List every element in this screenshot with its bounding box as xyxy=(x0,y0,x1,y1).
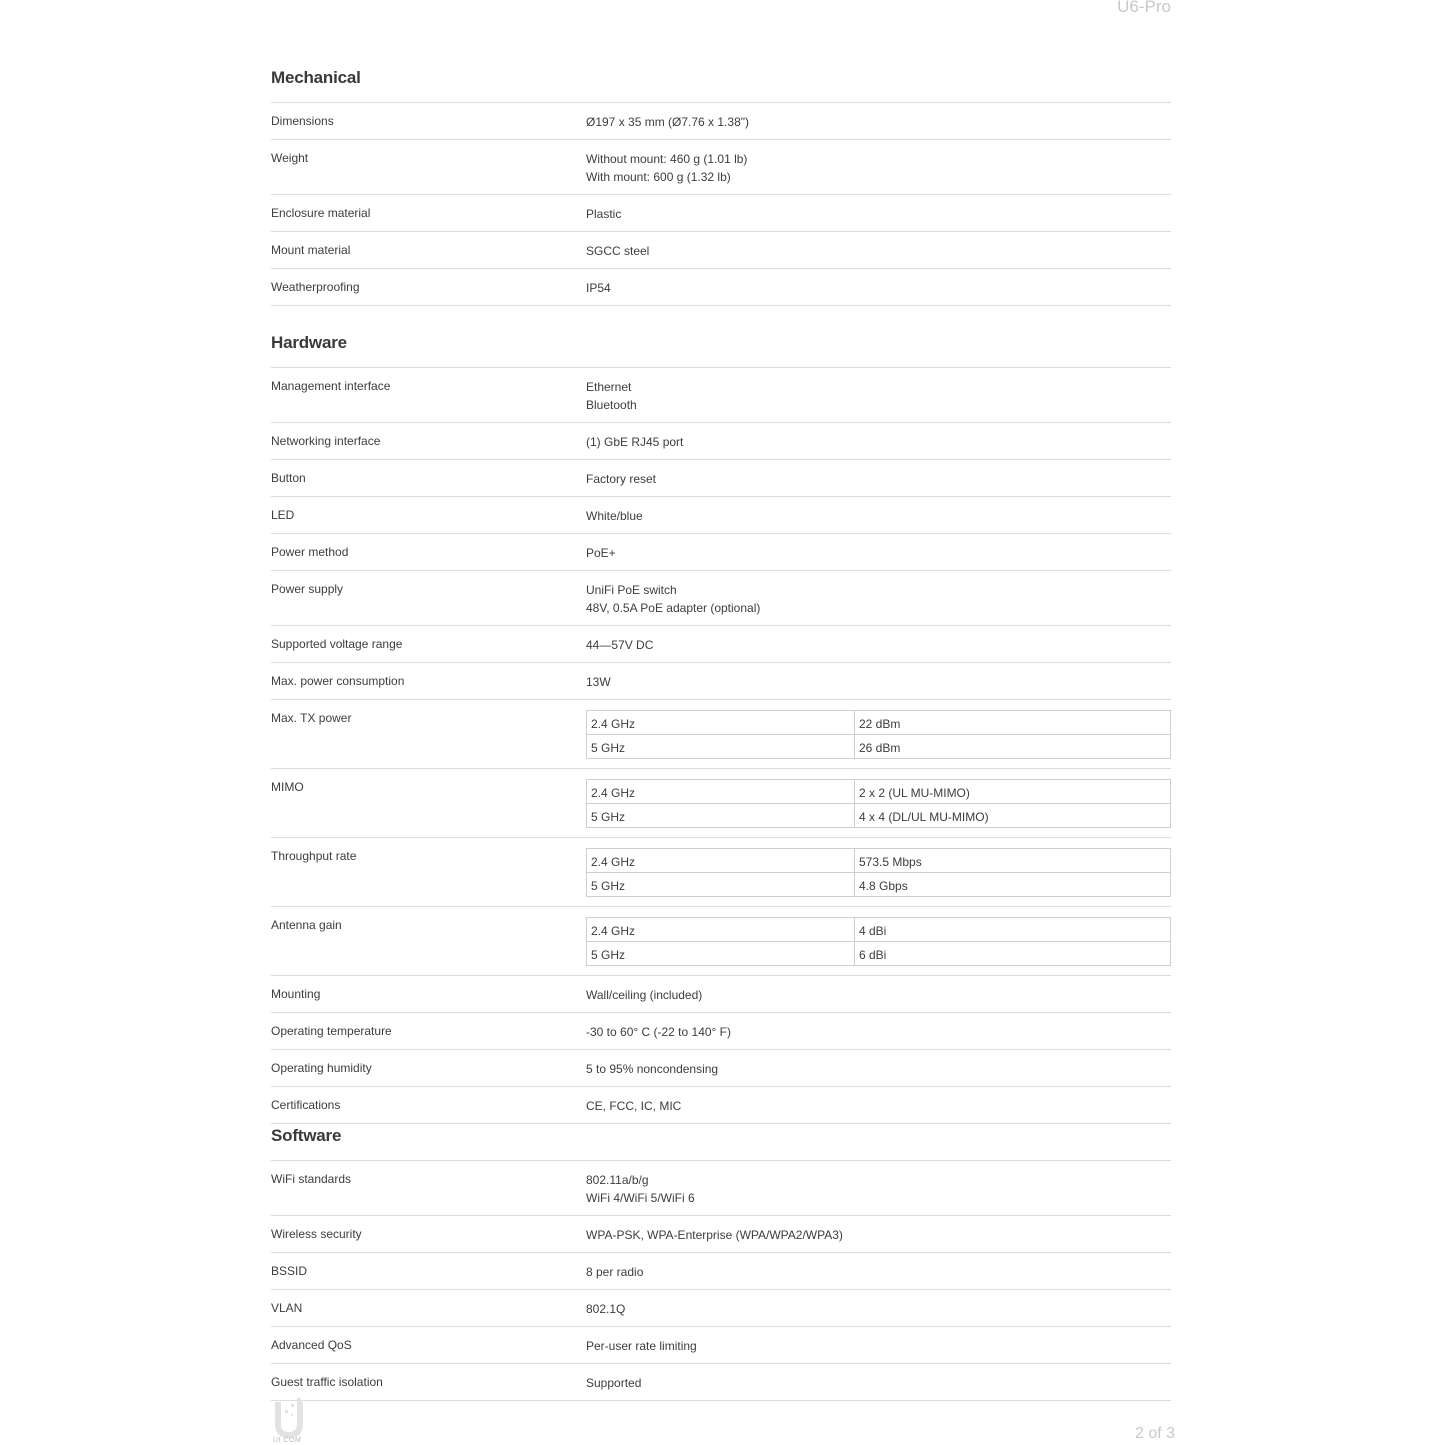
band-value: 4 x 4 (DL/UL MU-MIMO) xyxy=(855,804,1171,828)
band-value: 2 x 2 (UL MU-MIMO) xyxy=(855,780,1171,804)
band-row xyxy=(587,849,1171,873)
spec-value xyxy=(586,506,1171,525)
spec-value xyxy=(586,204,1171,223)
band-value: 22 dBm xyxy=(855,711,1171,735)
spec-label: VLAN xyxy=(271,1301,303,1315)
spec-label: BSSID xyxy=(271,1264,308,1278)
spec-value xyxy=(586,1059,1171,1078)
spec-value xyxy=(586,985,1171,1004)
band-frequency: 5 GHz xyxy=(587,804,855,828)
spec-row-enclosure-material xyxy=(271,195,1171,232)
spec-value xyxy=(586,543,1171,562)
spec-row-mount-material xyxy=(271,232,1171,269)
band-frequency: 2.4 GHz xyxy=(587,711,855,735)
spec-value xyxy=(586,1096,1171,1115)
spec-row-certifications xyxy=(271,1087,1171,1124)
hardware-rows-top xyxy=(271,368,1171,700)
band-frequency: 5 GHz xyxy=(587,735,855,759)
spec-value xyxy=(586,112,1171,131)
spec-value-line: UniFi PoE switch xyxy=(586,583,677,597)
spec-value-line: 802.1Q xyxy=(586,1302,626,1316)
spec-value xyxy=(586,1373,1171,1392)
band-frequency: 5 GHz xyxy=(587,942,855,966)
spec-label: Management interface xyxy=(271,379,391,393)
spec-value xyxy=(586,278,1171,297)
spec-row-antenna-gain xyxy=(271,907,1171,976)
spec-row-advanced-qos xyxy=(271,1327,1171,1364)
spec-row-vlan xyxy=(271,1290,1171,1327)
band-frequency: 2.4 GHz xyxy=(587,849,855,873)
band-table xyxy=(586,779,1171,828)
spec-value xyxy=(586,377,1171,414)
spec-value-line: Per-user rate limiting xyxy=(586,1339,697,1353)
spec-value xyxy=(586,432,1171,451)
spec-row-supported-voltage-range xyxy=(271,626,1171,663)
spec-label: Weatherproofing xyxy=(271,280,360,294)
spec-label: Throughput rate xyxy=(271,849,357,863)
spec-row-dimensions xyxy=(271,103,1171,140)
spec-value-line: (1) GbE RJ45 port xyxy=(586,435,684,449)
spec-label: Advanced QoS xyxy=(271,1338,352,1352)
spec-value xyxy=(586,1299,1171,1318)
spec-label: Button xyxy=(271,471,306,485)
spec-label: Supported voltage range xyxy=(271,637,403,651)
spec-value xyxy=(586,1336,1171,1355)
spec-label: Dimensions xyxy=(271,114,334,128)
spec-value-line: Bluetooth xyxy=(586,398,637,412)
spec-value-line: PoE+ xyxy=(586,546,616,560)
spec-value-line: Ethernet xyxy=(586,380,632,394)
section-title-hardware: Hardware xyxy=(271,333,347,352)
spec-row-max-power-consumption xyxy=(271,663,1171,700)
hardware-table xyxy=(271,367,1171,1124)
spec-value-line: Without mount: 460 g (1.01 lb) xyxy=(586,152,748,166)
spec-label: Mount material xyxy=(271,243,351,257)
spec-value-line: Plastic xyxy=(586,207,622,221)
spec-value-line: 8 per radio xyxy=(586,1265,644,1279)
spec-row-mimo xyxy=(271,769,1171,838)
mechanical-table xyxy=(271,102,1171,306)
spec-row-weight xyxy=(271,140,1171,195)
spec-row-max-tx-power xyxy=(271,700,1171,769)
spec-label: Max. power consumption xyxy=(271,674,405,688)
band-value: 26 dBm xyxy=(855,735,1171,759)
band-table xyxy=(586,848,1171,897)
band-row xyxy=(587,711,1171,735)
spec-label: Max. TX power xyxy=(271,711,352,725)
band-row xyxy=(587,735,1171,759)
band-frequency: 5 GHz xyxy=(587,873,855,897)
band-row xyxy=(587,804,1171,828)
spec-value xyxy=(586,635,1171,654)
spec-value xyxy=(586,672,1171,691)
spec-label: Guest traffic isolation xyxy=(271,1375,383,1389)
spec-value xyxy=(586,469,1171,488)
spec-value-line: CE, FCC, IC, MIC xyxy=(586,1099,682,1113)
band-value: 4.8 Gbps xyxy=(855,873,1171,897)
spec-label: MIMO xyxy=(271,780,304,794)
spec-value xyxy=(586,241,1171,260)
spec-value xyxy=(586,778,1171,829)
spec-value-line: Supported xyxy=(586,1376,642,1390)
spec-value-line: SGCC steel xyxy=(586,244,650,258)
spec-value-line: With mount: 600 g (1.32 lb) xyxy=(586,170,731,184)
spec-label: Wireless security xyxy=(271,1227,362,1241)
band-value: 6 dBi xyxy=(855,942,1171,966)
spec-value-line: White/blue xyxy=(586,509,643,523)
spec-row-guest-traffic-isolation xyxy=(271,1364,1171,1401)
spec-row-management-interface xyxy=(271,368,1171,423)
band-table xyxy=(586,917,1171,966)
spec-value-line: -30 to 60° C (-22 to 140° F) xyxy=(586,1025,731,1039)
band-row xyxy=(587,873,1171,897)
spec-label: Networking interface xyxy=(271,434,381,448)
spec-label: Enclosure material xyxy=(271,206,371,220)
spec-label: Mounting xyxy=(271,987,321,1001)
spec-row-led xyxy=(271,497,1171,534)
spec-value xyxy=(586,847,1171,898)
spec-row-bssid xyxy=(271,1253,1171,1290)
spec-value-line: Wall/ceiling (included) xyxy=(586,988,703,1002)
section-title-mechanical: Mechanical xyxy=(271,68,361,87)
band-frequency: 2.4 GHz xyxy=(587,780,855,804)
band-row xyxy=(587,780,1171,804)
band-frequency: 2.4 GHz xyxy=(587,918,855,942)
software-table xyxy=(271,1160,1171,1401)
spec-value xyxy=(586,149,1171,186)
spec-row-button xyxy=(271,460,1171,497)
spec-value xyxy=(586,1170,1171,1207)
spec-value xyxy=(586,709,1171,760)
spec-row-operating-humidity xyxy=(271,1050,1171,1087)
band-table xyxy=(586,710,1171,759)
spec-value-line: IP54 xyxy=(586,281,611,295)
band-row xyxy=(587,918,1171,942)
spec-label: Certifications xyxy=(271,1098,341,1112)
band-value: 573.5 Mbps xyxy=(855,849,1171,873)
spec-row-wifi-standards xyxy=(271,1161,1171,1216)
spec-row-networking-interface xyxy=(271,423,1171,460)
spec-value xyxy=(586,1022,1171,1041)
spec-label: Weight xyxy=(271,151,309,165)
spec-label: Operating humidity xyxy=(271,1061,372,1075)
spec-label: WiFi standards xyxy=(271,1172,352,1186)
spec-row-mounting xyxy=(271,976,1171,1013)
page-number: 2 of 3 xyxy=(1134,1425,1175,1442)
spec-row-power-method xyxy=(271,534,1171,571)
spec-label: Power method xyxy=(271,545,349,559)
spec-value xyxy=(586,916,1171,967)
spec-value xyxy=(586,580,1171,617)
spec-label: LED xyxy=(271,508,295,522)
spec-row-wireless-security xyxy=(271,1216,1171,1253)
band-row xyxy=(587,942,1171,966)
spec-value-line: 13W xyxy=(586,675,611,689)
spec-row-throughput-rate xyxy=(271,838,1171,907)
spec-value xyxy=(586,1225,1171,1244)
spec-value-line: 5 to 95% noncondensing xyxy=(586,1062,719,1076)
spec-value xyxy=(586,1262,1171,1281)
hardware-band-rows xyxy=(271,700,1171,976)
spec-label: Operating temperature xyxy=(271,1024,392,1038)
spec-label: Power supply xyxy=(271,582,344,596)
hardware-rows-bottom xyxy=(271,976,1171,1124)
section-title-software: Software xyxy=(271,1126,342,1145)
spec-row-power-supply xyxy=(271,571,1171,626)
spec-value-line: 44—57V DC xyxy=(586,638,654,652)
spec-value-line: WiFi 4/WiFi 5/WiFi 6 xyxy=(586,1191,695,1205)
product-name: U6-Pro xyxy=(1117,0,1171,16)
spec-row-weatherproofing xyxy=(271,269,1171,306)
spec-label: Antenna gain xyxy=(271,918,342,932)
spec-value-line: 48V, 0.5A PoE adapter (optional) xyxy=(586,601,761,615)
spec-value-line: Factory reset xyxy=(586,472,657,486)
spec-value-line: WPA-PSK, WPA-Enterprise (WPA/WPA2/WPA3) xyxy=(586,1228,843,1242)
band-value: 4 dBi xyxy=(855,918,1171,942)
spec-row-operating-temperature xyxy=(271,1013,1171,1050)
spec-value-line: Ø197 x 35 mm (Ø7.76 x 1.38") xyxy=(586,115,749,129)
footer-brand: UI.COM xyxy=(273,1437,302,1444)
spec-value-line: 802.11a/b/g xyxy=(586,1173,649,1187)
